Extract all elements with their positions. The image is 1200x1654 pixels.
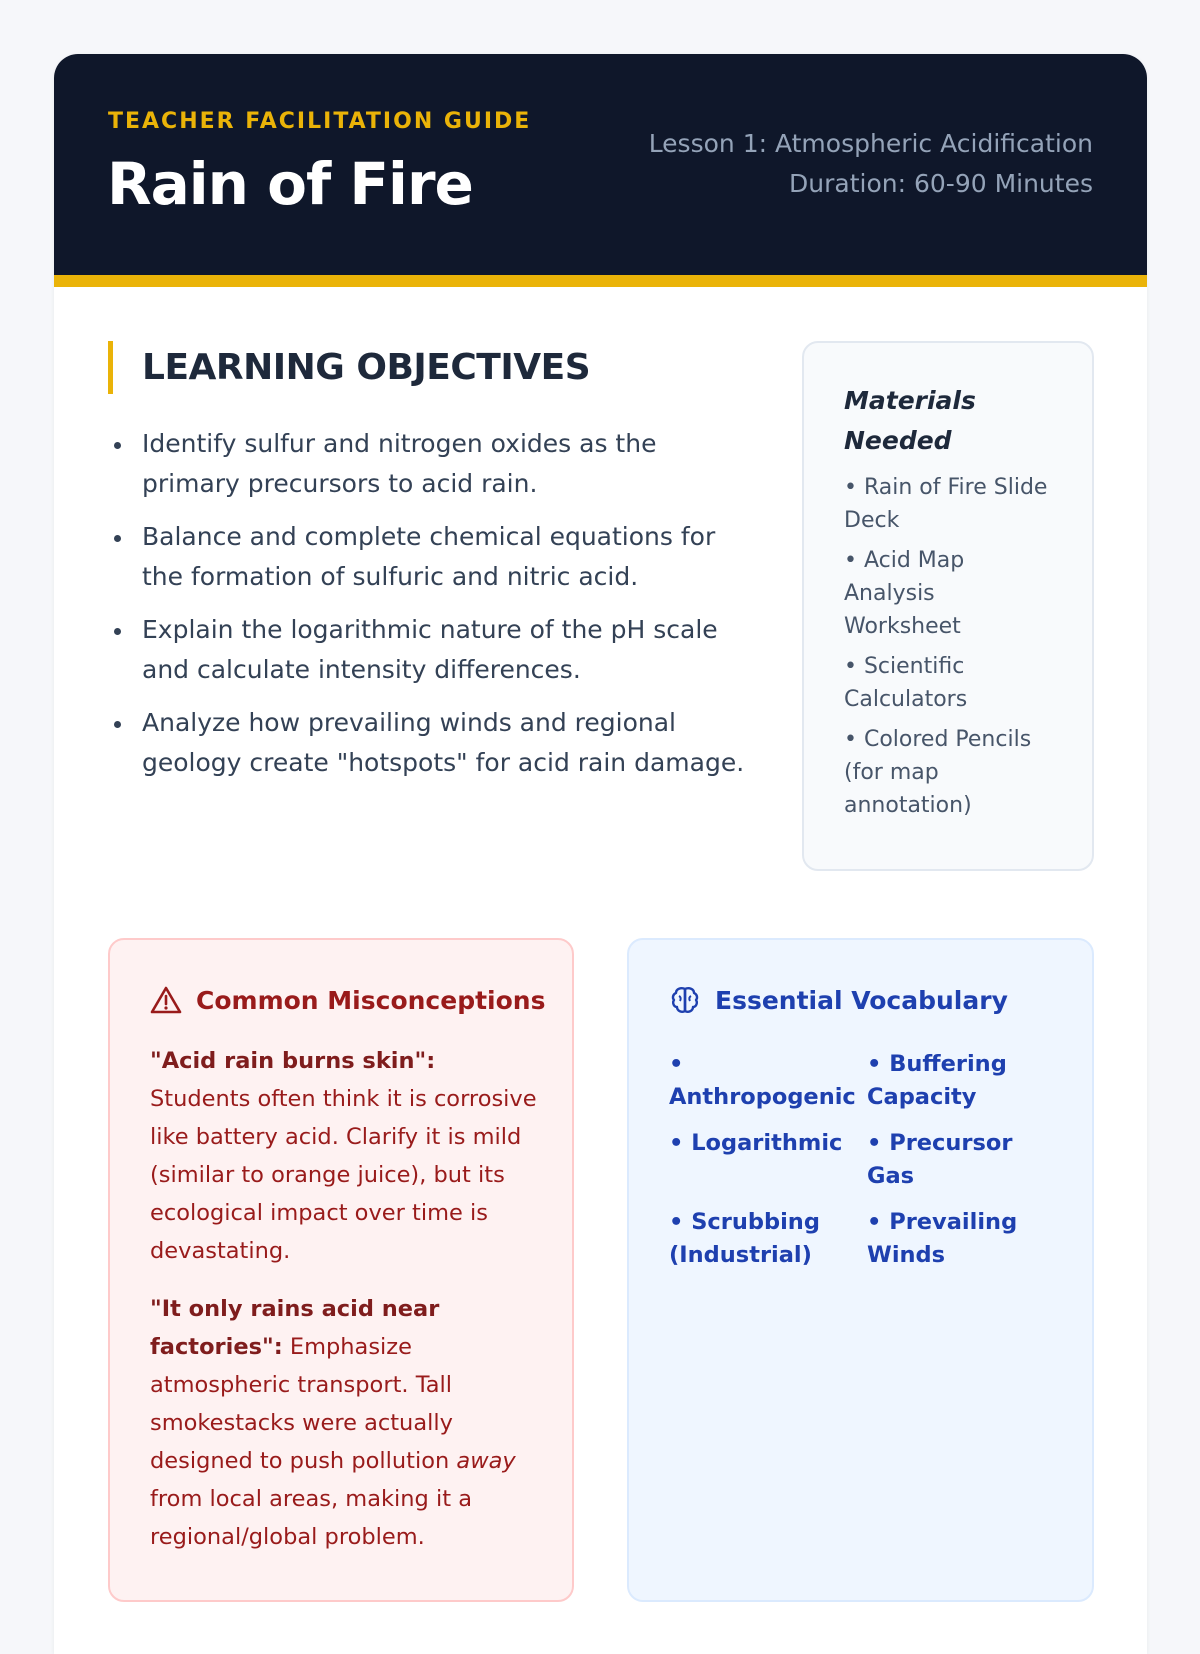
brain-icon xyxy=(669,984,701,1016)
objective-text: Explain the logarithmic nature of the pH scale and calculate intensity differences. xyxy=(142,615,718,684)
warning-triangle-icon xyxy=(150,985,182,1015)
vocabulary-heading xyxy=(669,980,1072,1020)
vocab-term: • Prevailing Winds xyxy=(867,1209,1018,1268)
material-item: • Acid Map Analysis Worksheet xyxy=(844,548,965,639)
objectives-heading: LEARNING OBJECTIVES xyxy=(108,341,748,394)
materials-list xyxy=(844,471,1056,822)
misconception-text: from local areas, making it a regional/global problem. xyxy=(150,1486,472,1550)
bullet-dot xyxy=(114,721,121,728)
misconception-emphasis: away xyxy=(456,1448,516,1474)
objective-item xyxy=(108,610,748,690)
objective-item xyxy=(108,703,748,783)
bullet-dot xyxy=(114,535,121,542)
page-header xyxy=(54,54,1147,287)
misconceptions-heading-label: Common Misconceptions xyxy=(196,985,546,1015)
objective-text: Balance and complete chemical equations for the formation of sulfuric and nitric acid. xyxy=(142,522,716,591)
objective-text: Analyze how prevailing winds and regional geology create "hotspots" for acid rain damage. xyxy=(142,708,745,777)
misconceptions-card xyxy=(108,938,574,1602)
guide-eyebrow: TEACHER FACILITATION GUIDE xyxy=(108,109,532,134)
misconception-term: "Acid rain burns skin": xyxy=(150,1048,436,1074)
materials-title: Materials Needed xyxy=(844,386,976,455)
misconception-item xyxy=(150,1042,542,1270)
objective-item xyxy=(108,517,748,597)
misconception-term: "It only rains acid near factories": xyxy=(150,1296,440,1360)
objectives-list xyxy=(108,424,748,783)
misconception-item xyxy=(150,1290,542,1556)
bullet-dot xyxy=(114,442,121,449)
vocab-term: • Logarithmic xyxy=(669,1130,843,1156)
misconceptions-heading xyxy=(150,980,546,1020)
material-item: • Scientific Calculators xyxy=(844,654,968,712)
lesson-name: Lesson 1: Atmospheric Acidification xyxy=(648,129,1093,158)
vocab-term: • Buffering Capacity xyxy=(867,1051,1007,1110)
objective-text: Identify sulfur and nitrogen oxides as the primary precursors to acid rain. xyxy=(142,429,657,498)
vocabulary-heading-label: Essential Vocabulary xyxy=(715,985,1008,1015)
lesson-duration: Duration: 60-90 Minutes xyxy=(789,169,1093,198)
vocab-term: • Precursor Gas xyxy=(867,1130,1013,1189)
vocabulary-card xyxy=(627,938,1094,1602)
misconception-text: Students often think it is corrosive like battery acid. Clarify it is mild (similar to orange juice), but its ecological impact over time is devastating. xyxy=(150,1086,537,1264)
learning-objectives-section xyxy=(108,341,748,796)
material-item: • Colored Pencils (for map annotation) xyxy=(844,727,1032,818)
material-item: • Rain of Fire Slide Deck xyxy=(844,475,1048,533)
materials-card xyxy=(802,341,1094,871)
vocab-term: • Scrubbing (Industrial) xyxy=(669,1209,820,1268)
page-title: Rain of Fire xyxy=(107,150,473,218)
bullet-dot xyxy=(114,628,121,635)
objective-item xyxy=(108,424,748,504)
vocab-term: • Anthropogenic xyxy=(669,1051,856,1110)
guide-page xyxy=(54,54,1147,1654)
vocabulary-grid xyxy=(669,1048,1072,1272)
misconception-text: Emphasize atmospheric transport. Tall smokestacks were actually designed to push pollution xyxy=(150,1334,457,1474)
lesson-meta xyxy=(649,124,1093,204)
